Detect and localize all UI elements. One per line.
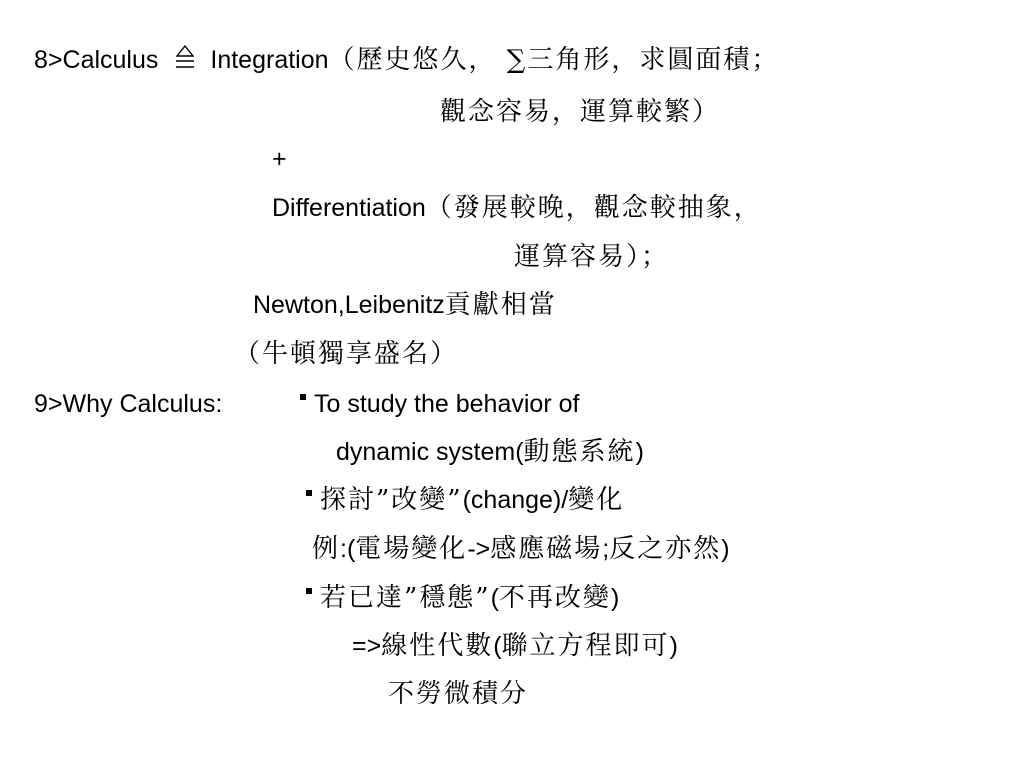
conclusion: 不勞微積分 xyxy=(388,679,529,709)
item9-number: 9> xyxy=(34,390,63,418)
fame-note: （牛頓獨享盛名） xyxy=(234,339,459,369)
example-latin-c: ; xyxy=(602,535,610,563)
bullet3-latin-a: ( xyxy=(490,584,499,612)
item8-line2 xyxy=(440,94,720,129)
item9-bullet3 xyxy=(306,580,619,615)
implies-latin-c: ) xyxy=(669,632,678,660)
differentiation-notes-2: 運算容易）； xyxy=(514,242,670,272)
bullet3-cjk-a: 若已達”穩態” xyxy=(320,583,491,613)
example-latin-b: -> xyxy=(467,535,491,563)
example-cjk-c: 感應磁場 xyxy=(490,534,603,564)
bullet1-text-b: dynamic system( xyxy=(336,438,524,466)
bullet3-latin-b: ) xyxy=(610,584,620,612)
item8-line4 xyxy=(272,190,762,225)
item9-bullet2 xyxy=(306,482,624,517)
item9-line1 xyxy=(34,386,222,421)
example-latin-d: ) xyxy=(721,535,730,563)
item8-number: 8> xyxy=(34,46,63,74)
integration-notes-2: 觀念容易，運算較繁） xyxy=(440,97,721,127)
bullet3-cjk-b: 不再改變 xyxy=(498,583,611,613)
item8-line3 xyxy=(272,141,287,176)
item9-example xyxy=(312,531,730,566)
integration-label: Integration xyxy=(210,46,329,74)
bullet2-cjk-b: 變化 xyxy=(568,485,625,515)
implies-arrow: => xyxy=(352,632,382,660)
item8-line5 xyxy=(514,239,669,274)
bullet-marker xyxy=(306,588,312,594)
item9-title: Why Calculus: xyxy=(62,390,223,418)
bullet-marker xyxy=(306,490,312,496)
item9-bullet1 xyxy=(300,386,579,421)
implies-latin-b: ( xyxy=(493,632,502,660)
bullet2-cjk-a: 探討”改變” xyxy=(320,485,463,515)
differentiation-label: Differentiation xyxy=(272,194,426,222)
differentiation-notes-1: （發展較晚，觀念較抽象， xyxy=(425,193,762,223)
bullet1-text-a: To study the behavior of xyxy=(314,390,580,418)
contributors-note: 貢獻相當 xyxy=(444,290,557,320)
item9-implies xyxy=(352,628,678,663)
item8-line1 xyxy=(34,42,779,77)
example-cjk-b: 電場變化 xyxy=(355,534,468,564)
item8-topic: Calculus xyxy=(62,46,159,74)
bullet-marker xyxy=(300,394,306,400)
item8-line6 xyxy=(253,287,557,322)
implies-cjk-a: 線性代數 xyxy=(381,631,494,661)
triangle-equals-icon xyxy=(174,44,196,74)
item9-conclusion xyxy=(388,676,528,711)
example-cjk-d: 反之亦然 xyxy=(609,534,722,564)
implies-cjk-b: 聯立方程即可 xyxy=(501,631,670,661)
example-cjk-a: 例 xyxy=(312,534,341,564)
bullet1-text-b-cjk: 動態系統 xyxy=(523,437,636,467)
contributors: Newton,Leibenitz xyxy=(253,291,445,319)
integration-notes-1: （歷史悠久， ∑三角形，求圓面積； xyxy=(328,45,780,75)
example-latin-a: :( xyxy=(340,535,356,563)
item8-line7 xyxy=(234,336,458,371)
plus-sign: + xyxy=(272,145,287,173)
bullet2-latin: (change)/ xyxy=(462,486,569,514)
item9-bullet1-cont xyxy=(336,434,644,469)
bullet1-text-b-close: ) xyxy=(635,438,644,466)
